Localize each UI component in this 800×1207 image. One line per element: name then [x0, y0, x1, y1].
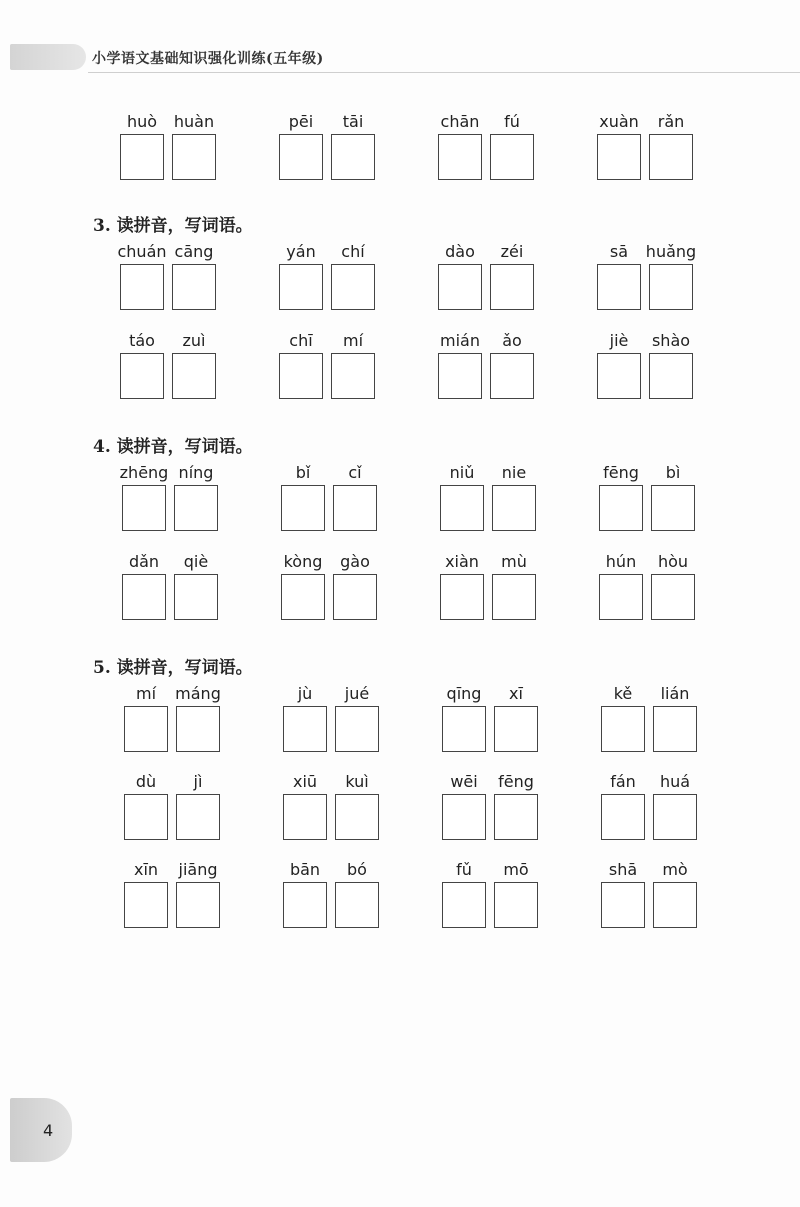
header-rule [88, 72, 800, 73]
pinyin-label: kě [613, 684, 633, 703]
pinyin-label: kòng [283, 552, 323, 571]
pinyin-label: bǐ [295, 463, 311, 482]
pinyin-label: huò [126, 112, 158, 131]
character-writing-box[interactable] [281, 574, 325, 620]
pinyin-label: cāng [174, 242, 214, 261]
character-writing-box[interactable] [601, 706, 645, 752]
character-writing-box[interactable] [333, 485, 377, 531]
character-writing-box[interactable] [438, 134, 482, 180]
pinyin-label: sā [609, 242, 629, 261]
character-writing-box[interactable] [124, 882, 168, 928]
word-item [438, 242, 538, 324]
word-item [442, 772, 542, 854]
pinyin-label: qīng [446, 684, 482, 703]
word-item [601, 772, 701, 854]
word-item [120, 331, 220, 413]
book-title: 小学语文基础知识强化训练(五年级) [92, 51, 324, 67]
pinyin-label: huǎng [645, 242, 697, 261]
pinyin-label: xīn [133, 860, 159, 879]
pinyin-label: mí [342, 331, 364, 350]
character-writing-box[interactable] [279, 264, 323, 310]
pinyin-label: chī [289, 331, 313, 350]
character-writing-box[interactable] [333, 574, 377, 620]
pinyin-label: yán [286, 242, 316, 261]
character-writing-box[interactable] [440, 485, 484, 531]
word-item [283, 860, 383, 942]
character-writing-box[interactable] [438, 264, 482, 310]
character-writing-box[interactable] [279, 134, 323, 180]
character-writing-box[interactable] [649, 264, 693, 310]
character-writing-box[interactable] [124, 794, 168, 840]
word-item [597, 112, 697, 194]
pinyin-label: jué [344, 684, 370, 703]
pinyin-label: wēi [450, 772, 478, 791]
pinyin-label: táo [129, 331, 155, 350]
exercise-title: 3. 读拼音，写词语。 [93, 216, 253, 236]
character-writing-box[interactable] [331, 353, 375, 399]
word-item [438, 331, 538, 413]
pinyin-label: zéi [500, 242, 524, 261]
character-writing-box[interactable] [124, 706, 168, 752]
word-item [279, 331, 379, 413]
character-writing-box[interactable] [599, 574, 643, 620]
word-item [279, 112, 379, 194]
pinyin-label: jì [193, 772, 203, 791]
character-writing-box[interactable] [490, 353, 534, 399]
pinyin-label: bì [665, 463, 681, 482]
word-item [597, 331, 697, 413]
character-writing-box[interactable] [335, 706, 379, 752]
character-writing-box[interactable] [649, 134, 693, 180]
pinyin-label: chí [341, 242, 365, 261]
character-writing-box[interactable] [597, 353, 641, 399]
character-writing-box[interactable] [601, 882, 645, 928]
pinyin-label: fēng [498, 772, 534, 791]
character-writing-box[interactable] [174, 574, 218, 620]
pinyin-label: hòu [657, 552, 689, 571]
pinyin-label: jiè [609, 331, 629, 350]
character-writing-box[interactable] [176, 706, 220, 752]
pinyin-label: máng [175, 684, 221, 703]
word-item [281, 463, 381, 545]
pinyin-label: gào [340, 552, 370, 571]
pinyin-label: chān [440, 112, 480, 131]
word-item [124, 684, 224, 766]
exercise-title: 5. 读拼音，写词语。 [93, 658, 253, 678]
character-writing-box[interactable] [174, 485, 218, 531]
character-writing-box[interactable] [494, 706, 538, 752]
character-writing-box[interactable] [494, 794, 538, 840]
pinyin-label: dǎn [128, 552, 160, 571]
word-item [122, 552, 222, 634]
pinyin-label: ǎo [502, 331, 522, 350]
character-writing-box[interactable] [494, 882, 538, 928]
pinyin-label: tāi [342, 112, 364, 131]
character-writing-box[interactable] [438, 353, 482, 399]
pinyin-label: hún [605, 552, 637, 571]
character-writing-box[interactable] [176, 882, 220, 928]
character-writing-box[interactable] [120, 264, 164, 310]
word-item [597, 242, 697, 324]
pinyin-label: jiāng [178, 860, 218, 879]
character-writing-box[interactable] [281, 485, 325, 531]
character-writing-box[interactable] [651, 485, 695, 531]
word-item [283, 684, 383, 766]
word-item [281, 552, 381, 634]
header-tab [10, 44, 86, 70]
pinyin-label: shào [651, 331, 691, 350]
character-writing-box[interactable] [172, 134, 216, 180]
word-item [283, 772, 383, 854]
pinyin-label: zhēng [119, 463, 169, 482]
pinyin-label: bān [289, 860, 321, 879]
word-item [601, 860, 701, 942]
pinyin-label: shā [608, 860, 638, 879]
pinyin-label: nie [501, 463, 527, 482]
pinyin-label: mù [501, 552, 527, 571]
character-writing-box[interactable] [283, 794, 327, 840]
character-writing-box[interactable] [440, 574, 484, 620]
pinyin-label: mō [503, 860, 529, 879]
pinyin-label: pēi [288, 112, 314, 131]
pinyin-label: zuì [182, 331, 206, 350]
character-writing-box[interactable] [172, 353, 216, 399]
pinyin-label: chuán [117, 242, 167, 261]
pinyin-label: dù [135, 772, 157, 791]
character-writing-box[interactable] [651, 574, 695, 620]
pinyin-label: xuàn [599, 112, 639, 131]
character-writing-box[interactable] [120, 134, 164, 180]
word-item [124, 772, 224, 854]
character-writing-box[interactable] [597, 264, 641, 310]
character-writing-box[interactable] [283, 706, 327, 752]
word-item [442, 860, 542, 942]
character-writing-box[interactable] [176, 794, 220, 840]
character-writing-box[interactable] [122, 485, 166, 531]
character-writing-box[interactable] [335, 794, 379, 840]
page-number-tab [10, 1098, 72, 1162]
word-item [599, 552, 699, 634]
character-writing-box[interactable] [442, 882, 486, 928]
exercise-title: 4. 读拼音，写词语。 [93, 437, 253, 457]
word-item [440, 463, 540, 545]
character-writing-box[interactable] [653, 706, 697, 752]
pinyin-label: fán [610, 772, 636, 791]
character-writing-box[interactable] [490, 134, 534, 180]
pinyin-label: huàn [173, 112, 215, 131]
word-item [601, 684, 701, 766]
pinyin-label: fēng [603, 463, 639, 482]
pinyin-label: dào [445, 242, 475, 261]
character-writing-box[interactable] [490, 264, 534, 310]
pinyin-label: níng [178, 463, 214, 482]
pinyin-label: rǎn [657, 112, 685, 131]
pinyin-label: mián [440, 331, 480, 350]
pinyin-label: cǐ [348, 463, 362, 482]
word-item [120, 112, 220, 194]
pinyin-label: kuì [345, 772, 369, 791]
word-item [440, 552, 540, 634]
pinyin-label: huá [659, 772, 691, 791]
word-item [117, 242, 220, 324]
pinyin-label: mí [135, 684, 157, 703]
character-writing-box[interactable] [442, 706, 486, 752]
character-writing-box[interactable] [442, 794, 486, 840]
character-writing-box[interactable] [599, 485, 643, 531]
character-writing-box[interactable] [649, 353, 693, 399]
pinyin-label: bó [347, 860, 367, 879]
pinyin-label: mò [662, 860, 688, 879]
pinyin-label: xī [509, 684, 523, 703]
pinyin-label: lián [660, 684, 690, 703]
character-writing-box[interactable] [122, 574, 166, 620]
character-writing-box[interactable] [492, 574, 536, 620]
word-item [124, 860, 224, 942]
character-writing-box[interactable] [172, 264, 216, 310]
character-writing-box[interactable] [331, 264, 375, 310]
character-writing-box[interactable] [283, 882, 327, 928]
character-writing-box[interactable] [653, 882, 697, 928]
word-item [442, 684, 542, 766]
character-writing-box[interactable] [279, 353, 323, 399]
character-writing-box[interactable] [597, 134, 641, 180]
character-writing-box[interactable] [492, 485, 536, 531]
word-item [119, 463, 222, 545]
page-number: 4 [43, 1121, 54, 1140]
pinyin-label: fǔ [456, 860, 472, 879]
word-item [599, 463, 699, 545]
character-writing-box[interactable] [653, 794, 697, 840]
pinyin-label: niǔ [449, 463, 475, 482]
pinyin-label: jù [297, 684, 313, 703]
pinyin-label: fú [504, 112, 520, 131]
character-writing-box[interactable] [601, 794, 645, 840]
character-writing-box[interactable] [331, 134, 375, 180]
word-item [279, 242, 379, 324]
pinyin-label: xiàn [445, 552, 479, 571]
character-writing-box[interactable] [335, 882, 379, 928]
character-writing-box[interactable] [120, 353, 164, 399]
pinyin-label: xiū [292, 772, 318, 791]
pinyin-label: qiè [183, 552, 209, 571]
word-item [438, 112, 538, 194]
